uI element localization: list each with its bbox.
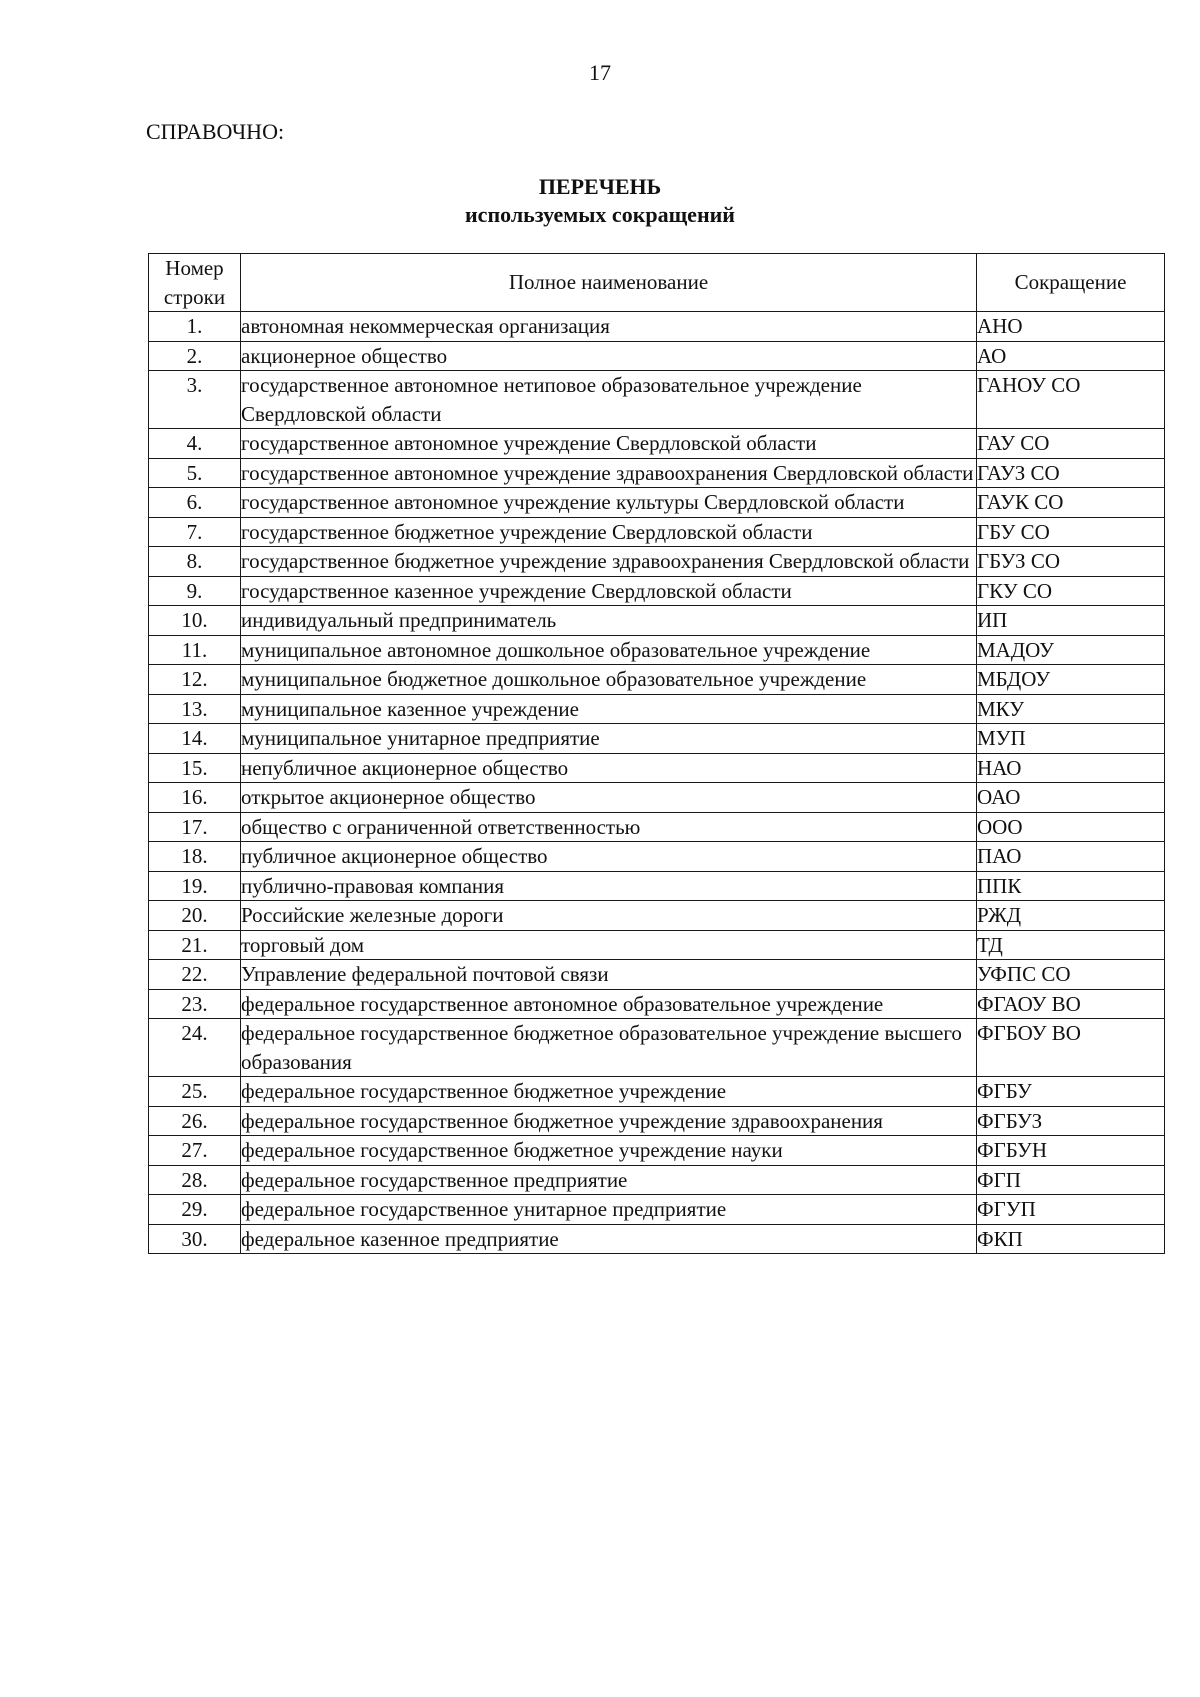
reference-label: СПРАВОЧНО: [146,119,285,144]
abbreviation-cell: ГАУЗ СО [977,458,1165,488]
full-name-cell: муниципальное казенное учреждение [241,694,977,724]
full-name-cell: государственное бюджетное учреждение здравоохранения Свердловской области [241,547,977,577]
abbreviation-cell: ТД [977,930,1165,960]
full-name-cell: муниципальное унитарное предприятие [241,724,977,754]
table-row [149,606,1165,636]
table-row [149,458,1165,488]
row-number-cell: 12. [149,665,241,695]
full-name-cell: федеральное государственное бюджетное образовательное учреждение высшего образования [241,1019,977,1077]
abbreviation-cell: ГАУ СО [977,429,1165,459]
full-name-cell: федеральное государственное бюджетное учреждение [241,1077,977,1107]
row-number-cell: 24. [149,1019,241,1077]
full-name-cell: индивидуальный предприниматель [241,606,977,636]
header-row-number-line1: Номер [165,256,224,280]
table-header-row [149,254,1165,312]
row-number-cell: 2. [149,341,241,371]
row-number-cell: 27. [149,1136,241,1166]
full-name-cell: открытое акционерное общество [241,783,977,813]
full-name-cell: муниципальное бюджетное дошкольное образовательное учреждение [241,665,977,695]
row-number-cell: 18. [149,842,241,872]
abbreviation-cell: ФГУП [977,1195,1165,1225]
full-name-cell: федеральное государственное бюджетное учреждение здравоохранения [241,1106,977,1136]
abbreviation-cell: ГАУК СО [977,488,1165,518]
full-name-cell: федеральное государственное унитарное предприятие [241,1195,977,1225]
abbreviation-cell: МКУ [977,694,1165,724]
table-row [149,960,1165,990]
abbreviation-cell: ГАНОУ СО [977,371,1165,429]
row-number-cell: 28. [149,1165,241,1195]
full-name-cell: публично-правовая компания [241,871,977,901]
full-name-cell: общество с ограниченной ответственностью [241,812,977,842]
table-row [149,547,1165,577]
table-row [149,871,1165,901]
row-number-cell: 29. [149,1195,241,1225]
table-row [149,989,1165,1019]
abbreviation-cell: ФГБУЗ [977,1106,1165,1136]
abbreviation-cell: ФГП [977,1165,1165,1195]
abbreviation-cell: ФГБУН [977,1136,1165,1166]
row-number-cell: 26. [149,1106,241,1136]
abbreviations-table [148,253,1165,1254]
row-number-cell: 3. [149,371,241,429]
table-row [149,1019,1165,1077]
abbreviation-cell: ФКП [977,1224,1165,1254]
abbreviation-cell: АНО [977,312,1165,342]
table-row [149,901,1165,931]
row-number-cell: 23. [149,989,241,1019]
full-name-cell: государственное автономное нетиповое образовательное учреждение Свердловской области [241,371,977,429]
table-row [149,488,1165,518]
row-number-cell: 6. [149,488,241,518]
header-row-number [149,254,241,312]
full-name-cell: федеральное государственное предприятие [241,1165,977,1195]
table-row [149,1195,1165,1225]
abbreviation-cell: УФПС СО [977,960,1165,990]
row-number-cell: 22. [149,960,241,990]
full-name-cell: государственное казенное учреждение Свердловской области [241,576,977,606]
abbreviation-cell: ГКУ СО [977,576,1165,606]
abbreviation-cell: РЖД [977,901,1165,931]
table-row [149,665,1165,695]
header-row-number-line2: строки [163,284,226,309]
row-number-cell: 14. [149,724,241,754]
abbreviation-cell: МАДОУ [977,635,1165,665]
full-name-cell: федеральное государственное автономное образовательное учреждение [241,989,977,1019]
table-row [149,371,1165,429]
document-subtitle: используемых сокращений [465,202,735,227]
full-name-cell: автономная некоммерческая организация [241,312,977,342]
full-name-cell: государственное автономное учреждение культуры Свердловской области [241,488,977,518]
full-name-cell: государственное автономное учреждение здравоохранения Свердловской области [241,458,977,488]
full-name-cell: муниципальное автономное дошкольное образовательное учреждение [241,635,977,665]
row-number-cell: 19. [149,871,241,901]
abbreviation-cell: ИП [977,606,1165,636]
table-row [149,576,1165,606]
row-number-cell: 11. [149,635,241,665]
row-number-cell: 4. [149,429,241,459]
full-name-cell: торговый дом [241,930,977,960]
table-row [149,1077,1165,1107]
table-row [149,724,1165,754]
abbreviation-cell: ГБУЗ СО [977,547,1165,577]
abbreviation-cell: ПАО [977,842,1165,872]
table-row [149,517,1165,547]
abbreviation-cell: МБДОУ [977,665,1165,695]
table-row [149,1136,1165,1166]
table-row [149,635,1165,665]
row-number-cell: 5. [149,458,241,488]
table-row [149,1224,1165,1254]
row-number-cell: 8. [149,547,241,577]
row-number-cell: 17. [149,812,241,842]
abbreviation-cell: ФГАОУ ВО [977,989,1165,1019]
abbreviation-cell: АО [977,341,1165,371]
table-row [149,429,1165,459]
row-number-cell: 15. [149,753,241,783]
table-row [149,753,1165,783]
row-number-cell: 9. [149,576,241,606]
table-row [149,930,1165,960]
row-number-cell: 10. [149,606,241,636]
table-row [149,694,1165,724]
full-name-cell: государственное бюджетное учреждение Свердловской области [241,517,977,547]
document-title: ПЕРЕЧЕНЬ [538,174,662,199]
full-name-cell: Управление федеральной почтовой связи [241,960,977,990]
abbreviation-cell: ООО [977,812,1165,842]
abbreviation-cell: ППК [977,871,1165,901]
table-row [149,341,1165,371]
abbreviation-cell: НАО [977,753,1165,783]
abbreviation-cell: МУП [977,724,1165,754]
row-number-cell: 16. [149,783,241,813]
row-number-cell: 30. [149,1224,241,1254]
abbreviation-cell: ОАО [977,783,1165,813]
row-number-cell: 1. [149,312,241,342]
table-row [149,312,1165,342]
full-name-cell: федеральное государственное бюджетное учреждение науки [241,1136,977,1166]
full-name-cell: федеральное казенное предприятие [241,1224,977,1254]
full-name-cell: акционерное общество [241,341,977,371]
table-row [149,842,1165,872]
row-number-cell: 7. [149,517,241,547]
table-row [149,1106,1165,1136]
table-body [149,312,1165,1254]
full-name-cell: непубличное акционерное общество [241,753,977,783]
header-abbreviation: Сокращение [977,254,1165,312]
full-name-cell: Российские железные дороги [241,901,977,931]
header-full-name: Полное наименование [241,254,977,312]
table-row [149,1165,1165,1195]
page-number: 17 [589,60,611,85]
table-row [149,783,1165,813]
table-row [149,812,1165,842]
row-number-cell: 25. [149,1077,241,1107]
row-number-cell: 13. [149,694,241,724]
full-name-cell: государственное автономное учреждение Свердловской области [241,429,977,459]
row-number-cell: 20. [149,901,241,931]
abbreviation-cell: ФГБУ [977,1077,1165,1107]
row-number-cell: 21. [149,930,241,960]
abbreviation-cell: ФГБОУ ВО [977,1019,1165,1077]
full-name-cell: публичное акционерное общество [241,842,977,872]
abbreviation-cell: ГБУ СО [977,517,1165,547]
